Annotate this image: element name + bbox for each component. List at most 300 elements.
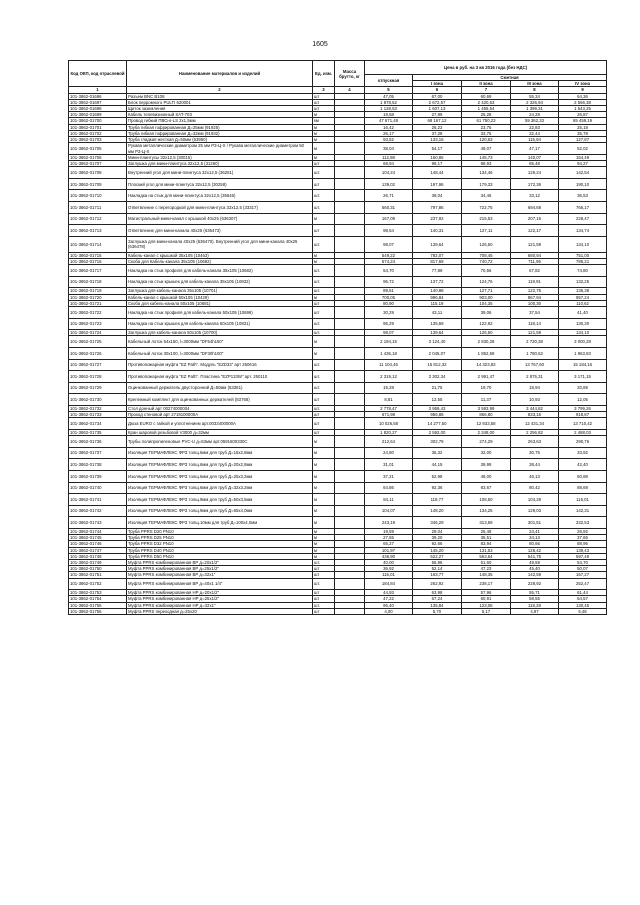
row-price-release: 19,58 <box>365 112 413 118</box>
row-price-release: 98,07 <box>365 330 413 336</box>
row-price-zone-2: 2 991,47 <box>462 371 511 383</box>
row-price-zone-4: 190,10 <box>559 178 607 190</box>
row-unit: м <box>313 505 335 517</box>
header-zone-3: III зона <box>511 81 559 87</box>
row-price-zone-2: 108,50 <box>462 494 511 506</box>
row-price-zone-2: 83,67 <box>462 482 511 494</box>
row-price-zone-1: 148,20 <box>413 505 462 517</box>
row-code: 101-3862-01716 <box>69 259 127 265</box>
row-price-zone-3: 47,17 <box>511 143 559 155</box>
row-code: 101-3862-01711 <box>69 202 127 214</box>
row-unit: шт <box>313 225 335 237</box>
table-row <box>69 318 607 330</box>
row-code: 101-3862-01754 <box>69 596 127 602</box>
row-code: 101-3862-01727 <box>69 359 127 371</box>
row-price-zone-3: 126,42 <box>511 547 559 553</box>
row-price-zone-1: 140,31 <box>413 225 462 237</box>
row-price-release: 30,29 <box>365 307 413 319</box>
table-row <box>69 213 607 225</box>
row-price-zone-2: 35,51 <box>462 535 511 541</box>
row-price-zone-1: 67,24 <box>413 596 462 602</box>
row-price-release: 64,86 <box>365 482 413 494</box>
row-price-zone-2: 104,35 <box>462 300 511 306</box>
row-price-zone-1: 98,17 <box>413 161 462 167</box>
row-price-zone-2: 19,70 <box>462 382 511 394</box>
row-code: 101-3862-01746 <box>69 541 127 547</box>
row-price-zone-2: 313,69 <box>462 517 511 529</box>
row-price-zone-4: 36,53 <box>559 190 607 202</box>
table-row <box>69 202 607 214</box>
row-code: 101-3862-01724 <box>69 330 127 336</box>
row-code: 101-3862-01720 <box>69 294 127 300</box>
row-price-zone-2: 49,07 <box>462 143 511 155</box>
row-unit: м <box>313 112 335 118</box>
column-number: 4 <box>335 87 365 93</box>
row-price-zone-1: 139,64 <box>413 330 462 336</box>
row-unit: м <box>313 130 335 136</box>
row-name: Накладка на стык крышек для кабель-канала 35х105 (10832) <box>127 276 313 288</box>
row-price-release: 10 026,58 <box>365 418 413 430</box>
row-price-zone-1: 3 959,43 <box>413 405 462 411</box>
row-price-release: 31,01 <box>365 459 413 471</box>
row-price-zone-4: 142,54 <box>559 167 607 179</box>
header-estimate: Сметная <box>413 75 607 81</box>
row-price-zone-3: 541,75 <box>511 553 559 559</box>
row-price-zone-2: 3 583,99 <box>462 405 511 411</box>
row-code: 101-3862-01744 <box>69 528 127 534</box>
row-mass <box>335 178 365 190</box>
row-unit: м <box>313 541 335 547</box>
row-code: 101-3862-01737 <box>69 447 127 459</box>
row-price-zone-4: 50,88 <box>559 470 607 482</box>
row-name: Кран шаровой резьбовой V3000 д=32мм <box>127 429 313 435</box>
row-price-zone-2: 5,17 <box>462 608 511 614</box>
row-price-release: 98,54 <box>365 225 413 237</box>
row-price-release: 44,93 <box>365 590 413 596</box>
row-code: 101-3862-01698 <box>69 106 127 112</box>
row-unit: м <box>313 259 335 265</box>
row-price-zone-4: 12,05 <box>559 394 607 406</box>
row-unit: шт. <box>313 276 335 288</box>
row-name: Муфта PPRS комбинированная ВР д=25х1/2" <box>127 566 313 572</box>
row-price-zone-2: 131,53 <box>462 547 511 553</box>
row-price-zone-4: 142,31 <box>559 505 607 517</box>
table-row <box>69 359 607 371</box>
table-row <box>69 336 607 348</box>
row-code: 101-3862-01734 <box>69 418 127 430</box>
row-price-release: 89,51 <box>365 288 413 294</box>
row-price-zone-3: 49,59 <box>511 559 559 565</box>
row-name: Ответвление для мини-канала 40х25 (636473) <box>127 225 313 237</box>
row-price-zone-1: 38,04 <box>413 190 462 202</box>
row-price-zone-2: 722,75 <box>462 202 511 214</box>
row-price-zone-4: 94,27 <box>559 161 607 167</box>
row-price-zone-3: 34,13 <box>511 535 559 541</box>
row-code: 101-3862-01739 <box>69 470 127 482</box>
row-price-zone-1: 1 607,13 <box>413 106 462 112</box>
table-row <box>69 307 607 319</box>
table-row <box>69 470 607 482</box>
row-price-release: 104,07 <box>365 505 413 517</box>
row-price-zone-1: 77,89 <box>413 265 462 277</box>
header-code: Код ОКП, код отраслевой <box>69 61 127 87</box>
row-price-zone-1: 346,29 <box>413 517 462 529</box>
row-name: Труба гладкая жесткая Д=50мм (63950) <box>127 137 313 143</box>
row-price-zone-4: 157,27 <box>559 572 607 578</box>
row-price-zone-2: 1 455,54 <box>462 106 511 112</box>
row-price-zone-1: 52,14 <box>413 566 462 572</box>
row-price-zone-1: 119,77 <box>413 494 462 506</box>
row-price-zone-2: 70,56 <box>462 265 511 277</box>
row-name: Крепежный комплект для оцинкованных держателей (83768) <box>127 394 313 406</box>
row-name: Блок перромного PULTI 620001 <box>127 99 313 105</box>
row-mass <box>335 359 365 371</box>
row-name: Труба PPRS D50 PN10 <box>127 553 313 559</box>
row-name: Труба PPRS D20 PN10 <box>127 528 313 534</box>
table-row <box>69 505 607 517</box>
row-name: Труба гибкая гофрированная Д=32мм (91932) <box>127 130 313 136</box>
row-unit: м <box>313 528 335 534</box>
row-price-zone-1: 622,27 <box>413 553 462 559</box>
row-price-zone-3: 142,59 <box>511 572 559 578</box>
row-price-zone-4: 50,07 <box>559 566 607 572</box>
row-price-zone-4: 252,47 <box>559 578 607 590</box>
row-unit: шт <box>313 418 335 430</box>
row-price-zone-2: 126,50 <box>462 236 511 252</box>
row-price-zone-2: 2 348,00 <box>462 429 511 435</box>
row-code: 101-3862-01740 <box>69 482 127 494</box>
row-price-zone-2: 127,71 <box>462 288 511 294</box>
row-price-release: 93,52 <box>365 137 413 143</box>
row-unit: шт. <box>313 202 335 214</box>
row-code: 101-3862-01712 <box>69 213 127 225</box>
row-unit: шт <box>313 608 335 614</box>
row-unit: шт <box>313 106 335 112</box>
row-unit: шт <box>313 161 335 167</box>
row-price-zone-3: 1 399,31 <box>511 106 559 112</box>
row-mass <box>335 578 365 590</box>
row-price-zone-1: 92,36 <box>413 482 462 494</box>
row-name: Муфта PPRS переходная д=25х20 <box>127 608 313 614</box>
row-mass <box>335 517 365 529</box>
row-price-zone-3: 833,16 <box>511 412 559 418</box>
row-code: 101-3862-01743 <box>69 517 127 529</box>
row-price-release: 24,80 <box>365 447 413 459</box>
row-price-release: 436,90 <box>365 553 413 559</box>
row-price-zone-4: 26,87 <box>559 112 607 118</box>
table-row <box>69 418 607 430</box>
row-price-zone-4: 3 799,26 <box>559 405 607 411</box>
row-price-zone-3: 2 256,82 <box>511 429 559 435</box>
row-unit: шт. <box>313 602 335 608</box>
row-price-zone-1: 135,69 <box>413 318 462 330</box>
row-name: Изоляция ТЕРМАФЛЕКС ФРЗ толщ.9мм для труб Д=65х4,0мм <box>127 505 313 517</box>
row-name: Стол донный арт 00274000004 <box>127 405 313 411</box>
row-price-zone-2: 60,91 <box>462 596 511 602</box>
row-price-zone-1: 54,17 <box>413 143 462 155</box>
row-unit: шт. <box>313 288 335 294</box>
row-name: Изоляция ТЕРМАФЛЕКС ФРЗ толщ.6мм для труб Д=25х3,2мм <box>127 470 313 482</box>
row-price-zone-3: 55,71 <box>511 590 559 596</box>
row-price-zone-3: 2 720,38 <box>511 336 559 348</box>
row-price-zone-2: 25,28 <box>462 112 511 118</box>
row-price-zone-1: 2 045,07 <box>413 347 462 359</box>
row-unit: м <box>313 252 335 258</box>
row-price-zone-1: 12,55 <box>413 394 462 406</box>
row-code: 101-3862-01747 <box>69 547 127 553</box>
row-price-zone-4: 64,36 <box>559 93 607 99</box>
row-name: Заглушка для мини-плинтуса 32х12,5 (31260) <box>127 161 313 167</box>
row-price-zone-4: 33,92 <box>559 447 607 459</box>
row-mass <box>335 190 365 202</box>
row-name: Заглушка для кабель-канала 50х105 (10700) <box>127 330 313 336</box>
row-price-zone-2: 124,76 <box>462 276 511 288</box>
row-name: Накладка на стык крышек для кабель-канала 50х105 (10831) <box>127 318 313 330</box>
row-price-release: 212,64 <box>365 436 413 448</box>
row-code: 101-3862-01750 <box>69 566 127 572</box>
row-price-zone-2: 1 852,58 <box>462 347 511 359</box>
row-price-release: 84,11 <box>365 494 413 506</box>
row-price-zone-2: 123,05 <box>462 602 511 608</box>
row-name: Труба гибкая гофрированная Д=25мм (91925) <box>127 124 313 130</box>
row-price-zone-3: 263,63 <box>511 436 559 448</box>
row-price-zone-1: 160,86 <box>413 154 462 160</box>
row-price-zone-2: 60,69 <box>462 93 511 99</box>
header-zone-4: IV зона <box>559 81 607 87</box>
row-price-release: 47,05 <box>365 93 413 99</box>
row-price-zone-2: 88,93 <box>462 161 511 167</box>
header-zone-1: I зона <box>413 81 462 87</box>
row-price-zone-3: 22,83 <box>511 124 559 130</box>
row-unit: м <box>313 447 335 459</box>
row-price-zone-4: 15 184,16 <box>559 359 607 371</box>
row-name: Муфта PPRS комбинированная НР д=20х1/2" <box>127 590 313 596</box>
row-name: Накладка на стык профиля для кабель-канала 35х105 (10682) <box>127 265 313 277</box>
row-price-zone-3: 45,40 <box>511 566 559 572</box>
row-price-zone-4: 37,65 <box>559 535 607 541</box>
row-code: 101-3862-01700 <box>69 118 127 124</box>
header-release: отпускная <box>365 75 413 87</box>
row-unit: м <box>313 143 335 155</box>
row-name: Муфта PPRS комбинированная ВР д=32х1" <box>127 572 313 578</box>
row-price-zone-2: 122,92 <box>462 318 511 330</box>
row-mass <box>335 418 365 430</box>
row-unit: м <box>313 154 335 160</box>
row-price-zone-1: 68 167,12 <box>413 118 462 124</box>
row-unit: шт <box>313 429 335 435</box>
row-price-zone-1: 39,20 <box>413 535 462 541</box>
table-row <box>69 143 607 155</box>
row-code: 101-3862-01753 <box>69 590 127 596</box>
row-price-zone-3: 129,24 <box>511 167 559 179</box>
row-price-zone-3: 172,36 <box>511 178 559 190</box>
row-mass <box>335 394 365 406</box>
row-code: 101-3862-01735 <box>69 429 127 435</box>
header-zone-2: II зона <box>462 81 511 87</box>
row-price-zone-4: 52,02 <box>559 143 607 155</box>
row-price-zone-3: 58,55 <box>511 596 559 602</box>
row-price-zone-1: 133,15 <box>413 137 462 143</box>
row-unit: м <box>313 553 335 559</box>
row-mass <box>335 265 365 277</box>
column-number: 6 <box>413 87 462 93</box>
row-mass <box>335 459 365 471</box>
row-price-zone-1: 56,96 <box>413 559 462 565</box>
table-row <box>69 347 607 359</box>
row-price-zone-4: 88,69 <box>559 482 607 494</box>
row-price-zone-4: 3 000,28 <box>559 336 607 348</box>
row-price-zone-3: 38,44 <box>511 459 559 471</box>
row-price-zone-2: 51,60 <box>462 559 511 565</box>
row-code: 101-3862-01733 <box>69 412 127 418</box>
table-row <box>69 190 607 202</box>
row-name: Оцинкованный держатель двусторонний Д=50мм (53361) <box>127 382 313 394</box>
row-unit: м <box>313 294 335 300</box>
row-code: 101-3862-01705 <box>69 143 127 155</box>
row-mass <box>335 470 365 482</box>
row-code: 101-3862-01697 <box>69 99 127 105</box>
row-price-release: 671,98 <box>365 412 413 418</box>
row-price-zone-4: 135,38 <box>559 288 607 294</box>
row-name: Магистральный мини-канал с крышкой 40х25 (636307) <box>127 213 313 225</box>
row-name: Труба PPRS D25 PN10 <box>127 535 313 541</box>
row-price-zone-1: 135,84 <box>413 602 462 608</box>
row-name: Противопожарная муфта "EZ Path". Модуль "EZD33" арт 250616 <box>127 359 313 371</box>
row-unit: шт <box>313 596 335 602</box>
row-unit: м <box>313 137 335 143</box>
row-price-zone-2: 57,96 <box>462 590 511 596</box>
row-price-zone-1: 2 672,57 <box>413 99 462 105</box>
row-price-zone-1: 52,98 <box>413 470 462 482</box>
row-code: 101-3862-01706 <box>69 154 127 160</box>
row-unit: шт. <box>313 405 335 411</box>
row-price-zone-3: 694,68 <box>511 202 559 214</box>
row-price-zone-2: 903,00 <box>462 294 511 300</box>
row-price-release: 65,27 <box>365 541 413 547</box>
row-price-zone-4: 65 459,19 <box>559 118 607 124</box>
row-price-zone-1: 14 277,50 <box>413 418 462 430</box>
row-price-release: 2 778,47 <box>365 405 413 411</box>
row-price-zone-1: 139,64 <box>413 236 462 252</box>
column-number: 3 <box>313 87 335 93</box>
column-number: 9 <box>559 87 607 93</box>
row-name: Кабельный лоток 30х100, l=3000мм "DF30h100" <box>127 347 313 359</box>
row-name: Заглушка для мини-канала 40х25 (636470). Внутренний угол для мини-канала 40х25 (636478) <box>127 236 313 252</box>
row-unit: м <box>313 336 335 348</box>
row-price-zone-1: 3 124,40 <box>413 336 462 348</box>
row-price-zone-2: 866,80 <box>462 412 511 418</box>
row-mass <box>335 436 365 448</box>
row-price-zone-2: 2 420,63 <box>462 99 511 105</box>
row-price-zone-1: 3 302,34 <box>413 371 462 383</box>
row-name: Изоляция ТЕРМАФЛЕКС ФРЗ толщ.9мм для труб Д=50х3,5мм <box>127 494 313 506</box>
row-price-release: 243,19 <box>365 517 413 529</box>
row-unit: шт. <box>313 382 335 394</box>
row-price-zone-3: 115,94 <box>511 137 559 143</box>
row-price-zone-1: 29,04 <box>413 528 462 534</box>
header-mass: Масса брутто, кг <box>335 61 365 87</box>
row-unit: м <box>313 494 335 506</box>
row-unit: шт <box>313 178 335 190</box>
row-mass <box>335 505 365 517</box>
row-price-zone-1: 302,79 <box>413 436 462 448</box>
row-name: Щиток заземления <box>127 106 313 112</box>
row-price-zone-4: 13 710,42 <box>559 418 607 430</box>
row-price-zone-1: 262,92 <box>413 578 462 590</box>
row-price-zone-2: 2 830,28 <box>462 336 511 348</box>
row-code: 101-3862-01745 <box>69 535 127 541</box>
row-name: Муфта PPRS комбинированная НР д=25х1/2" <box>127 596 313 602</box>
row-price-zone-4: 597,49 <box>559 553 607 559</box>
row-price-zone-2: 34,46 <box>462 190 511 202</box>
row-price-zone-1: 44,15 <box>413 459 462 471</box>
row-price-zone-2: 126,50 <box>462 330 511 336</box>
row-mass <box>335 336 365 348</box>
row-unit: шт <box>313 590 335 596</box>
row-name: Изоляция ТЕРМАФЛЕКС ФРЗ толщ.6мм для труб Д=32х3,2мм <box>127 482 313 494</box>
row-price-zone-1: 163,77 <box>413 572 462 578</box>
row-price-zone-4: 130,45 <box>559 602 607 608</box>
row-code: 101-3862-01719 <box>69 288 127 294</box>
row-mass <box>335 347 365 359</box>
row-price-zone-3: 122,75 <box>511 288 559 294</box>
row-price-zone-3: 129,03 <box>511 505 559 517</box>
row-price-release: 40,00 <box>365 559 413 565</box>
row-price-zone-3: 121,59 <box>511 236 559 252</box>
row-price-zone-4: 751,00 <box>559 252 607 258</box>
row-code: 101-3862-01701 <box>69 124 127 130</box>
row-unit: шт. <box>313 167 335 179</box>
row-price-release: 68,94 <box>365 161 413 167</box>
row-price-release: 36,92 <box>365 566 413 572</box>
row-price-zone-1: 92,66 <box>413 541 462 547</box>
row-code: 101-3862-01738 <box>69 459 127 471</box>
row-unit: шт. <box>313 190 335 202</box>
row-price-zone-4: 918,87 <box>559 412 607 418</box>
row-price-zone-2: 563,64 <box>462 553 511 559</box>
row-unit: м <box>313 517 335 529</box>
row-name: Муфта PPRS комбинированная ВР д=20х1/2" <box>127 559 313 565</box>
row-price-release: 167,09 <box>365 213 413 225</box>
row-price-zone-1: 996,84 <box>413 294 462 300</box>
row-unit: шт <box>313 300 335 306</box>
row-mass <box>335 213 365 225</box>
row-price-zone-4: 2 566,38 <box>559 99 607 105</box>
row-code: 101-3862-01707 <box>69 161 127 167</box>
row-price-release: 2 319,12 <box>365 371 413 383</box>
row-price-release: 2 194,15 <box>365 336 413 348</box>
row-price-release: 11 104,46 <box>365 359 413 371</box>
column-number: 7 <box>462 87 511 93</box>
row-price-zone-2: 14 323,83 <box>462 359 511 371</box>
row-price-zone-1: 115,19 <box>413 300 462 306</box>
row-unit: м <box>313 535 335 541</box>
row-code: 101-3862-01718 <box>69 276 127 288</box>
row-mass <box>335 236 365 252</box>
row-mass <box>335 382 365 394</box>
row-price-release: 19,59 <box>365 528 413 534</box>
row-code: 101-3862-01723 <box>69 318 127 330</box>
table-row <box>69 276 607 288</box>
row-price-release: 96,72 <box>365 276 413 288</box>
row-price-release: 139,02 <box>365 178 413 190</box>
row-price-zone-3: 55,34 <box>511 93 559 99</box>
row-code: 101-3862-01702 <box>69 130 127 136</box>
row-code: 101-3862-01714 <box>69 236 127 252</box>
row-price-release: 549,22 <box>365 252 413 258</box>
row-price-zone-4: 290,76 <box>559 436 607 448</box>
row-name: Заглушка для кабель-канала 35х105 (10701) <box>127 288 313 294</box>
